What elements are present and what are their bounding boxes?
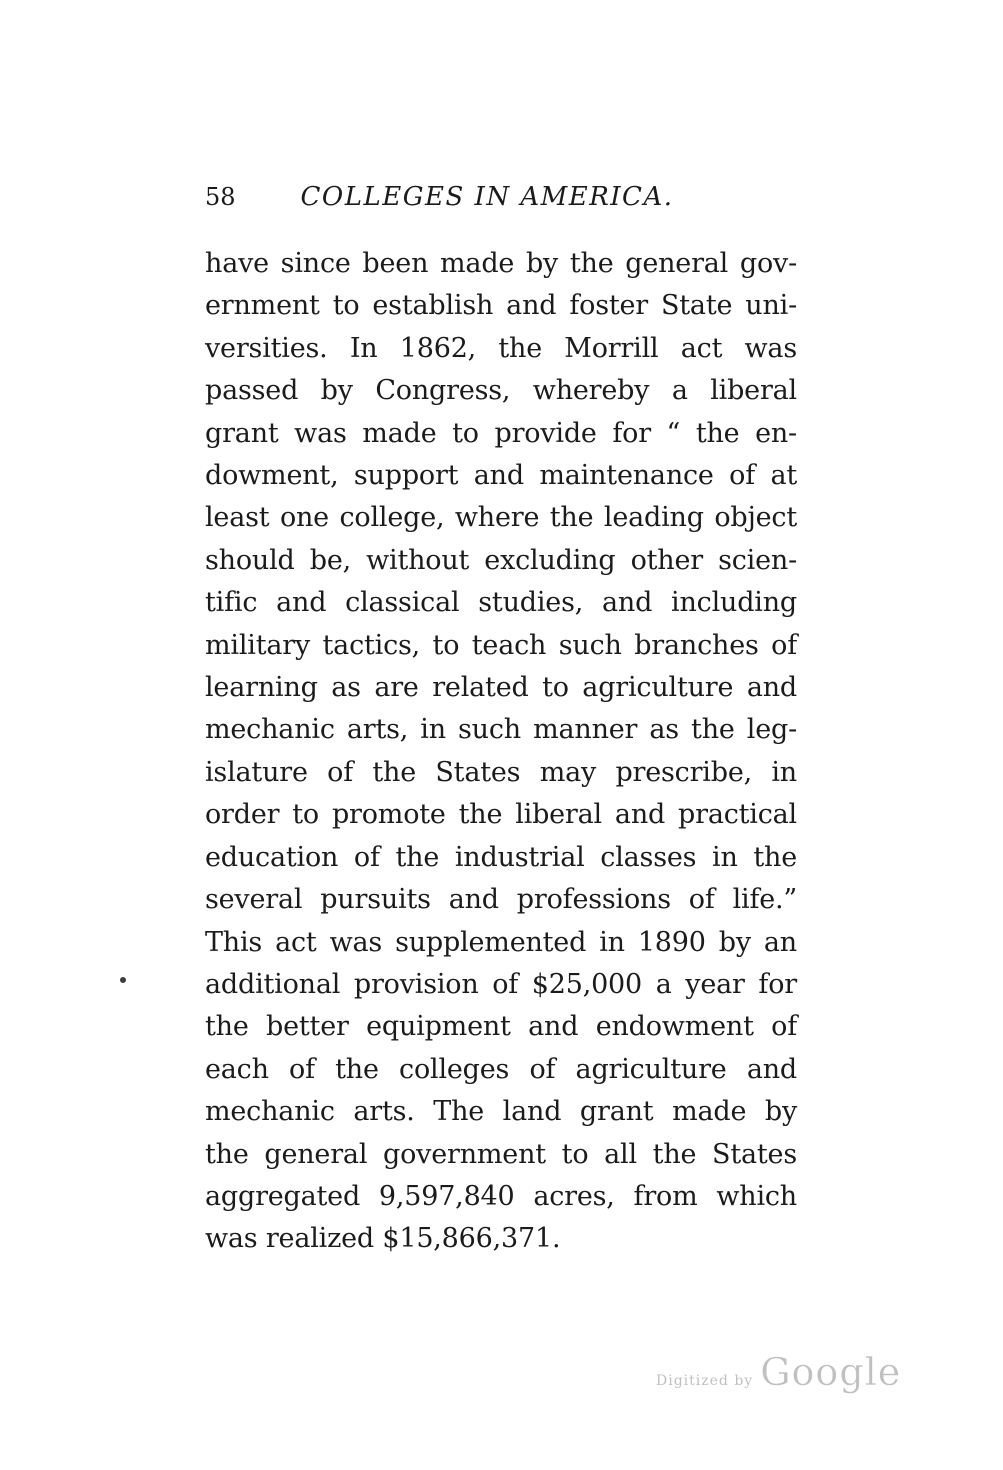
- text-line: was realized $15,866,371.: [205, 1223, 561, 1255]
- text-line: grant was made to provide for “ the en-: [205, 417, 797, 449]
- text-line: the better equipment and endowment of: [205, 1011, 797, 1043]
- text-line: mechanic arts, in such manner as the leg-: [205, 714, 797, 746]
- text-line: least one college, where the leading object: [205, 502, 797, 534]
- text-line: dowment, support and maintenance of at: [205, 460, 797, 492]
- text-line: additional provision of $25,000 a year for: [205, 968, 797, 1000]
- text-line: order to promote the liberal and practical: [205, 799, 797, 831]
- text-line: each of the colleges of agriculture and: [205, 1053, 797, 1085]
- text-line: have since been made by the general gov-: [205, 248, 797, 279]
- body-text: [205, 243, 797, 1261]
- text-line: mechanic arts. The land grant made by: [205, 1096, 797, 1128]
- watermark-prefix: Digitized by: [656, 1373, 754, 1389]
- google-logo: Google: [760, 1350, 902, 1394]
- text-line: learning as are related to agriculture and: [205, 672, 797, 704]
- text-line: ernment to establish and foster State uni-: [205, 290, 797, 322]
- text-line: the general government to all the States: [205, 1138, 797, 1170]
- text-line: versities. In 1862, the Morrill act was: [205, 332, 797, 364]
- text-line: should be, without excluding other scien-: [205, 544, 797, 576]
- watermark: [656, 1352, 901, 1392]
- page-number: 58: [205, 183, 236, 211]
- text-line: military tactics, to teach such branches of: [205, 629, 797, 661]
- text-line: This act was supplemented in 1890 by an: [205, 926, 797, 958]
- text-line: education of the industrial classes in the: [205, 841, 797, 873]
- running-title: COLLEGES IN AMERICA.: [300, 182, 674, 212]
- ink-speck: [120, 977, 126, 983]
- text-line: passed by Congress, whereby a liberal: [205, 375, 797, 407]
- text-line: several pursuits and professions of life.”: [205, 884, 797, 916]
- text-line: islature of the States may prescribe, in: [205, 756, 797, 788]
- text-line: tific and classical studies, and including: [205, 587, 797, 619]
- text-line: aggregated 9,597,840 acres, from which: [205, 1180, 797, 1212]
